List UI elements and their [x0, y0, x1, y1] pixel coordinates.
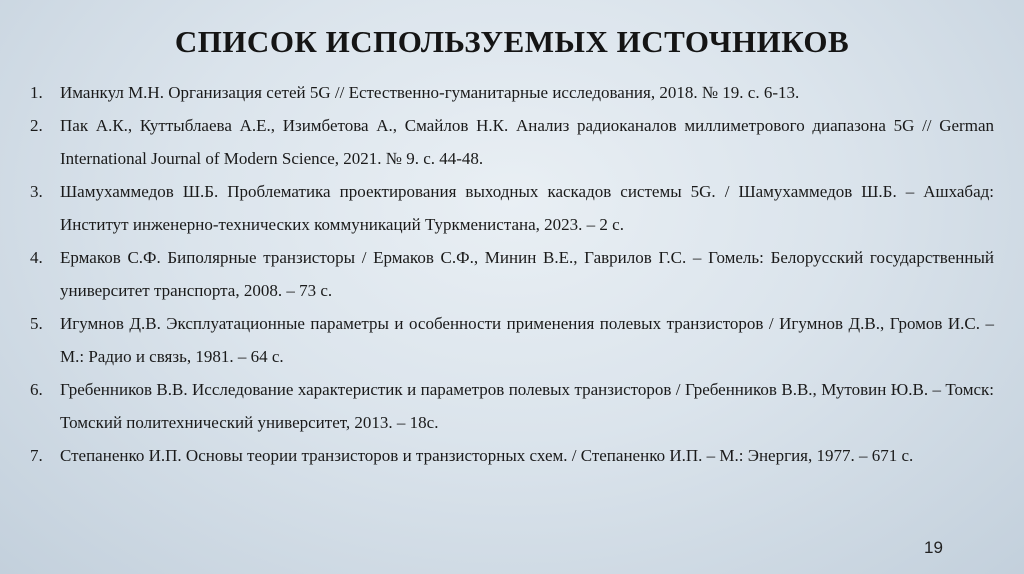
reference-text: Иманкул М.Н. Организация сетей 5G // Естественно-гуманитарные исследования, 2018. № 19. с. 6-13.: [60, 83, 800, 102]
reference-text: Ермаков С.Ф. Биполярные транзисторы / Ермаков С.Ф., Минин В.Е., Гаврилов Г.С. – Гомель: Белорусский государственный университет транспорта, 2008. – 73 с.: [60, 248, 994, 300]
reference-text: Игумнов Д.В. Эксплуатационные параметры и особенности применения полевых транзисторов / Игумнов Д.В., Громов И.С. – М.: Радио и связь, 1981. – 64 с.: [60, 314, 994, 366]
reference-item: [22, 439, 994, 472]
reference-item: [22, 175, 994, 241]
reference-text: Гребенников В.В. Исследование характеристик и параметров полевых транзисторов / Гребенников В.В., Мутовин Ю.В. – Томск: Томский политехнический университет, 2013. – 18с.: [60, 380, 994, 432]
reference-text: Пак А.К., Куттыблаева А.Е., Изимбетова А., Смайлов Н.К. Анализ радиоканалов миллиметрового диапазона 5G // German International Journal of Modern Science, 2021. № 9. с. 44-48.: [60, 116, 994, 168]
slide-title: СПИСОК ИСПОЛЬЗУЕМЫХ ИСТОЧНИКОВ: [174, 24, 850, 59]
reference-number: 4.: [30, 248, 43, 267]
reference-number: 6.: [30, 380, 43, 399]
reference-item: [22, 241, 994, 307]
reference-item: [22, 307, 994, 373]
reference-item: [22, 373, 994, 439]
reference-list: [22, 76, 994, 472]
reference-text: Шамухаммедов Ш.Б. Проблематика проектирования выходных каскадов системы 5G. / Шамухаммедов Ш.Б. – Ашхабад: Институт инженерно-технических коммуникаций Туркменистана, 2023. – 2 с.: [60, 182, 994, 234]
page-number: 19: [924, 538, 943, 557]
reference-number: 5.: [30, 314, 43, 333]
reference-number: 3.: [30, 182, 43, 201]
reference-item: [22, 109, 994, 175]
reference-number: 1.: [30, 83, 43, 102]
reference-text: Степаненко И.П. Основы теории транзисторов и транзисторных схем. / Степаненко И.П. – М.: Энергия, 1977. – 671 с.: [60, 446, 914, 465]
reference-number: 2.: [30, 116, 43, 135]
reference-number: 7.: [30, 446, 43, 465]
reference-item: [22, 76, 994, 109]
